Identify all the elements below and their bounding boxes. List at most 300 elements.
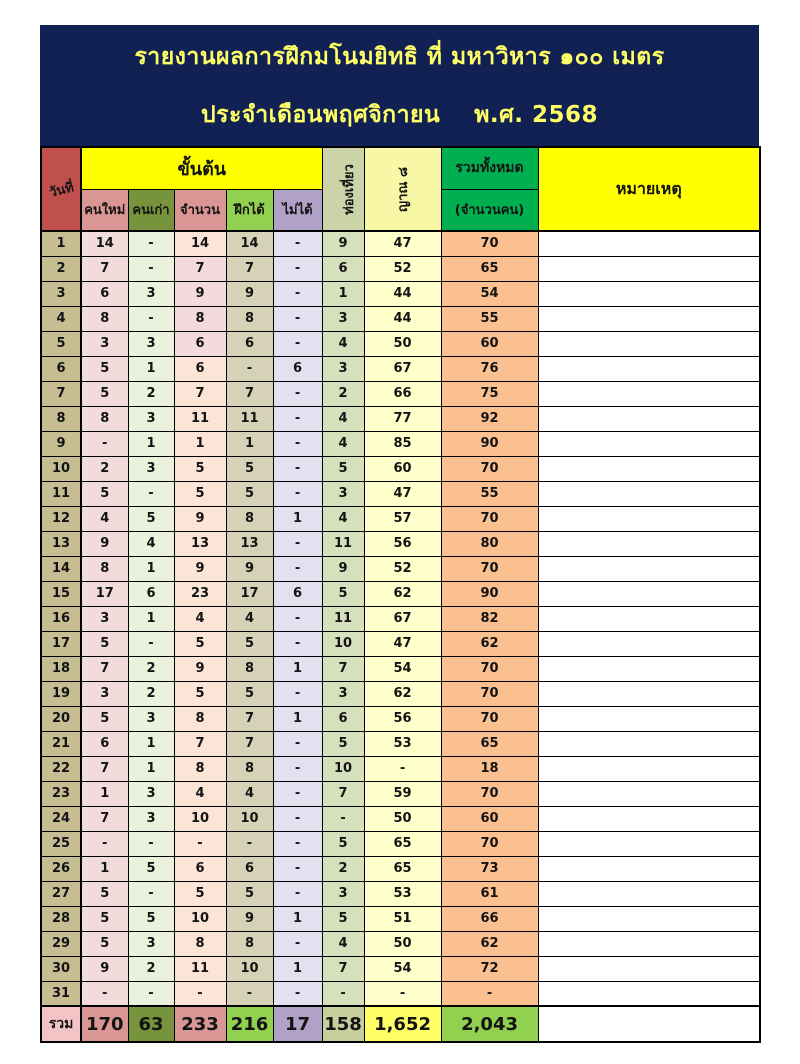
cell-passed: 9 — [226, 281, 273, 306]
cell-old: 1 — [128, 606, 174, 631]
cell-passed: 11 — [226, 406, 273, 431]
total-count: 233 — [174, 1006, 226, 1042]
cell-count: 8 — [174, 706, 226, 731]
cell-count: 7 — [174, 256, 226, 281]
cell-day: 1 — [41, 231, 81, 256]
cell-new: 8 — [81, 306, 128, 331]
cell-day: 23 — [41, 781, 81, 806]
day-row — [41, 906, 760, 931]
cell-yan: 54 — [364, 656, 441, 681]
cell-failed: - — [273, 456, 322, 481]
cell-count: 6 — [174, 356, 226, 381]
cell-travel: 4 — [322, 931, 364, 956]
cell-failed: - — [273, 481, 322, 506]
day-row — [41, 281, 760, 306]
cell-yan: 77 — [364, 406, 441, 431]
cell-new: 5 — [81, 381, 128, 406]
cell-total: 70 — [441, 706, 538, 731]
cell-day: 14 — [41, 556, 81, 581]
cell-count: 7 — [174, 381, 226, 406]
cell-new: 6 — [81, 731, 128, 756]
cell-failed: - — [273, 856, 322, 881]
cell-remark — [538, 506, 760, 531]
cell-total: 70 — [441, 831, 538, 856]
cell-count: 5 — [174, 681, 226, 706]
cell-passed: 5 — [226, 481, 273, 506]
cell-total: 90 — [441, 581, 538, 606]
cell-count: - — [174, 981, 226, 1006]
cell-total: 65 — [441, 731, 538, 756]
cell-remark — [538, 581, 760, 606]
cell-failed: - — [273, 381, 322, 406]
day-row — [41, 456, 760, 481]
cell-remark — [538, 681, 760, 706]
cell-day: 16 — [41, 606, 81, 631]
cell-remark — [538, 381, 760, 406]
cell-travel: 3 — [322, 481, 364, 506]
cell-total: 76 — [441, 356, 538, 381]
cell-total: 54 — [441, 281, 538, 306]
cell-passed: 8 — [226, 931, 273, 956]
cell-total: 70 — [441, 231, 538, 256]
cell-remark — [538, 956, 760, 981]
cell-failed: - — [273, 981, 322, 1006]
total-yan8: 1,652 — [364, 1006, 441, 1042]
day-row — [41, 781, 760, 806]
cell-yan: 44 — [364, 306, 441, 331]
day-row — [41, 706, 760, 731]
cell-new: - — [81, 981, 128, 1006]
day-row — [41, 981, 760, 1006]
cell-new: 5 — [81, 356, 128, 381]
header-day-label: วันที่ — [47, 179, 76, 201]
cell-old: - — [128, 306, 174, 331]
cell-passed: 9 — [226, 556, 273, 581]
cell-yan: 47 — [364, 231, 441, 256]
cell-remark — [538, 231, 760, 256]
cell-failed: - — [273, 606, 322, 631]
cell-count: 23 — [174, 581, 226, 606]
cell-remark — [538, 706, 760, 731]
header-travel-label: ท่องเที่ยว — [341, 163, 357, 215]
cell-count: 5 — [174, 881, 226, 906]
cell-yan: 47 — [364, 631, 441, 656]
cell-travel: 5 — [322, 831, 364, 856]
cell-remark — [538, 306, 760, 331]
cell-old: 3 — [128, 406, 174, 431]
day-row — [41, 381, 760, 406]
cell-count: 14 — [174, 231, 226, 256]
cell-failed: - — [273, 806, 322, 831]
cell-passed: - — [226, 831, 273, 856]
cell-old: 4 — [128, 531, 174, 556]
cell-travel: - — [322, 806, 364, 831]
cell-travel: 9 — [322, 231, 364, 256]
cell-yan: 62 — [364, 581, 441, 606]
cell-travel: 2 — [322, 381, 364, 406]
cell-total: 70 — [441, 506, 538, 531]
cell-count: 5 — [174, 631, 226, 656]
cell-count: 10 — [174, 906, 226, 931]
cell-remark — [538, 656, 760, 681]
cell-passed: 5 — [226, 881, 273, 906]
cell-day: 6 — [41, 356, 81, 381]
cell-yan: 53 — [364, 881, 441, 906]
cell-failed: - — [273, 881, 322, 906]
header-count: จำนวน — [174, 189, 226, 231]
cell-remark — [538, 731, 760, 756]
cell-day: 26 — [41, 856, 81, 881]
cell-old: 1 — [128, 431, 174, 456]
cell-failed: - — [273, 431, 322, 456]
cell-failed: - — [273, 531, 322, 556]
cell-count: 5 — [174, 456, 226, 481]
cell-old: 3 — [128, 781, 174, 806]
cell-count: 1 — [174, 431, 226, 456]
cell-old: 6 — [128, 581, 174, 606]
cell-new: 6 — [81, 281, 128, 306]
cell-new: 5 — [81, 481, 128, 506]
cell-remark — [538, 431, 760, 456]
cell-old: 2 — [128, 656, 174, 681]
cell-failed: - — [273, 306, 322, 331]
cell-passed: 7 — [226, 256, 273, 281]
cell-total: 18 — [441, 756, 538, 781]
cell-total: 75 — [441, 381, 538, 406]
cell-remark — [538, 256, 760, 281]
cell-day: 7 — [41, 381, 81, 406]
cell-day: 9 — [41, 431, 81, 456]
cell-yan: 47 — [364, 481, 441, 506]
cell-day: 15 — [41, 581, 81, 606]
cell-passed: 8 — [226, 506, 273, 531]
cell-new: 7 — [81, 756, 128, 781]
cell-remark — [538, 931, 760, 956]
cell-yan: 56 — [364, 706, 441, 731]
day-row — [41, 806, 760, 831]
cell-old: 1 — [128, 731, 174, 756]
day-row — [41, 256, 760, 281]
cell-passed: 8 — [226, 306, 273, 331]
cell-travel: 3 — [322, 681, 364, 706]
cell-count: 7 — [174, 731, 226, 756]
cell-yan: 56 — [364, 531, 441, 556]
cell-old: 3 — [128, 456, 174, 481]
cell-travel: 9 — [322, 556, 364, 581]
cell-day: 11 — [41, 481, 81, 506]
cell-total: 70 — [441, 456, 538, 481]
cell-failed: - — [273, 781, 322, 806]
cell-total: 70 — [441, 656, 538, 681]
cell-count: 6 — [174, 856, 226, 881]
cell-total: 73 — [441, 856, 538, 881]
cell-failed: - — [273, 756, 322, 781]
cell-old: - — [128, 231, 174, 256]
cell-count: 8 — [174, 756, 226, 781]
cell-new: 1 — [81, 856, 128, 881]
cell-remark — [538, 606, 760, 631]
cell-failed: 1 — [273, 906, 322, 931]
cell-total: 90 — [441, 431, 538, 456]
day-row — [41, 231, 760, 256]
total-label: รวม — [41, 1006, 81, 1042]
cell-day: 21 — [41, 731, 81, 756]
header-yan8 — [364, 147, 441, 231]
cell-count: 9 — [174, 656, 226, 681]
cell-new: 5 — [81, 931, 128, 956]
cell-old: 3 — [128, 931, 174, 956]
cell-yan: 85 — [364, 431, 441, 456]
header-person-count: (จำนวนคน) — [441, 189, 538, 231]
cell-yan: 60 — [364, 456, 441, 481]
total-old: 63 — [128, 1006, 174, 1042]
cell-new: 5 — [81, 706, 128, 731]
cell-travel: 3 — [322, 356, 364, 381]
day-row — [41, 731, 760, 756]
cell-failed: - — [273, 331, 322, 356]
cell-total: 70 — [441, 556, 538, 581]
cell-remark — [538, 281, 760, 306]
cell-day: 27 — [41, 881, 81, 906]
cell-yan: - — [364, 756, 441, 781]
total-new: 170 — [81, 1006, 128, 1042]
cell-remark — [538, 331, 760, 356]
cell-yan: 50 — [364, 931, 441, 956]
cell-total: 55 — [441, 306, 538, 331]
cell-total: - — [441, 981, 538, 1006]
cell-remark — [538, 756, 760, 781]
header-remarks: หมายเหตุ — [538, 147, 760, 231]
cell-passed: 13 — [226, 531, 273, 556]
day-row — [41, 831, 760, 856]
day-row — [41, 431, 760, 456]
total-row — [41, 1006, 760, 1042]
cell-passed: 7 — [226, 381, 273, 406]
cell-failed: 1 — [273, 706, 322, 731]
cell-travel: 6 — [322, 256, 364, 281]
cell-new: 1 — [81, 781, 128, 806]
header-row-1 — [41, 147, 760, 189]
day-row — [41, 956, 760, 981]
cell-travel: 3 — [322, 881, 364, 906]
cell-day: 31 — [41, 981, 81, 1006]
cell-travel: 4 — [322, 331, 364, 356]
cell-travel: - — [322, 981, 364, 1006]
cell-old: 1 — [128, 356, 174, 381]
cell-passed: 8 — [226, 656, 273, 681]
report-title-line1: รายงานผลการฝึกมโนมยิทธิ ที่ มหาวิหาร ๑๐๐ เมตร — [134, 43, 665, 70]
cell-yan: 66 — [364, 381, 441, 406]
cell-day: 12 — [41, 506, 81, 531]
cell-passed: 9 — [226, 906, 273, 931]
report-title-line2: ประจำเดือนพฤศจิกายน พ.ศ. 2568 — [200, 101, 599, 128]
cell-remark — [538, 906, 760, 931]
cell-new: 7 — [81, 656, 128, 681]
cell-old: 5 — [128, 506, 174, 531]
cell-total: 82 — [441, 606, 538, 631]
cell-new: 3 — [81, 331, 128, 356]
cell-remark — [538, 981, 760, 1006]
cell-total: 80 — [441, 531, 538, 556]
cell-yan: 65 — [364, 856, 441, 881]
total-grand: 2,043 — [441, 1006, 538, 1042]
header-trained: ฝึกได้ — [226, 189, 273, 231]
cell-travel: 6 — [322, 706, 364, 731]
cell-failed: - — [273, 556, 322, 581]
cell-day: 24 — [41, 806, 81, 831]
cell-remark — [538, 781, 760, 806]
header-not-trained: ไม่ได้ — [273, 189, 322, 231]
cell-new: - — [81, 831, 128, 856]
total-remark — [538, 1006, 760, 1042]
cell-passed: 8 — [226, 756, 273, 781]
day-row — [41, 356, 760, 381]
cell-day: 17 — [41, 631, 81, 656]
cell-passed: 1 — [226, 431, 273, 456]
cell-failed: - — [273, 256, 322, 281]
cell-travel: 10 — [322, 756, 364, 781]
cell-day: 30 — [41, 956, 81, 981]
day-row — [41, 856, 760, 881]
cell-total: 60 — [441, 806, 538, 831]
cell-count: 11 — [174, 406, 226, 431]
cell-yan: 44 — [364, 281, 441, 306]
cell-passed: 10 — [226, 956, 273, 981]
cell-remark — [538, 531, 760, 556]
cell-total: 62 — [441, 931, 538, 956]
cell-yan: 50 — [364, 331, 441, 356]
cell-new: 9 — [81, 531, 128, 556]
cell-failed: 1 — [273, 656, 322, 681]
cell-total: 72 — [441, 956, 538, 981]
cell-new: 14 — [81, 231, 128, 256]
cell-day: 28 — [41, 906, 81, 931]
cell-new: 17 — [81, 581, 128, 606]
cell-total: 66 — [441, 906, 538, 931]
cell-failed: - — [273, 281, 322, 306]
cell-new: 7 — [81, 256, 128, 281]
cell-remark — [538, 831, 760, 856]
cell-travel: 4 — [322, 506, 364, 531]
cell-remark — [538, 481, 760, 506]
cell-old: 5 — [128, 906, 174, 931]
cell-passed: 7 — [226, 731, 273, 756]
cell-failed: 1 — [273, 506, 322, 531]
cell-yan: 59 — [364, 781, 441, 806]
cell-failed: - — [273, 731, 322, 756]
cell-travel: 5 — [322, 456, 364, 481]
cell-failed: - — [273, 681, 322, 706]
cell-passed: 5 — [226, 681, 273, 706]
cell-yan: 52 — [364, 556, 441, 581]
cell-travel: 7 — [322, 656, 364, 681]
cell-yan: 53 — [364, 731, 441, 756]
cell-count: 9 — [174, 506, 226, 531]
cell-day: 19 — [41, 681, 81, 706]
cell-travel: 3 — [322, 306, 364, 331]
cell-old: 2 — [128, 956, 174, 981]
header-yan8-label: ญาณ ๘ — [396, 166, 412, 212]
cell-passed: 6 — [226, 856, 273, 881]
cell-count: 9 — [174, 281, 226, 306]
cell-count: 6 — [174, 331, 226, 356]
cell-passed: 6 — [226, 331, 273, 356]
day-row — [41, 656, 760, 681]
cell-travel: 7 — [322, 781, 364, 806]
cell-old: 1 — [128, 756, 174, 781]
cell-day: 3 — [41, 281, 81, 306]
cell-total: 65 — [441, 256, 538, 281]
cell-count: 4 — [174, 606, 226, 631]
cell-old: 3 — [128, 806, 174, 831]
cell-failed: - — [273, 406, 322, 431]
cell-total: 55 — [441, 481, 538, 506]
day-row — [41, 681, 760, 706]
cell-passed: 4 — [226, 781, 273, 806]
cell-remark — [538, 881, 760, 906]
day-row — [41, 481, 760, 506]
cell-old: - — [128, 981, 174, 1006]
cell-count: 5 — [174, 481, 226, 506]
cell-new: 2 — [81, 456, 128, 481]
cell-day: 13 — [41, 531, 81, 556]
report-title-banner — [40, 25, 759, 146]
cell-count: 10 — [174, 806, 226, 831]
cell-day: 20 — [41, 706, 81, 731]
cell-yan: - — [364, 981, 441, 1006]
cell-remark — [538, 806, 760, 831]
cell-remark — [538, 456, 760, 481]
cell-day: 25 — [41, 831, 81, 856]
cell-yan: 54 — [364, 956, 441, 981]
cell-day: 5 — [41, 331, 81, 356]
cell-total: 70 — [441, 781, 538, 806]
cell-total: 60 — [441, 331, 538, 356]
cell-old: - — [128, 881, 174, 906]
day-row — [41, 581, 760, 606]
cell-failed: - — [273, 631, 322, 656]
day-row — [41, 506, 760, 531]
cell-old: - — [128, 831, 174, 856]
cell-travel: 1 — [322, 281, 364, 306]
cell-day: 10 — [41, 456, 81, 481]
cell-yan: 57 — [364, 506, 441, 531]
cell-new: 3 — [81, 681, 128, 706]
cell-yan: 52 — [364, 256, 441, 281]
cell-old: - — [128, 631, 174, 656]
cell-travel: 10 — [322, 631, 364, 656]
cell-old: 3 — [128, 331, 174, 356]
day-row — [41, 306, 760, 331]
cell-new: 4 — [81, 506, 128, 531]
cell-count: 8 — [174, 931, 226, 956]
cell-travel: 11 — [322, 531, 364, 556]
cell-travel: 5 — [322, 906, 364, 931]
cell-passed: 10 — [226, 806, 273, 831]
report-table — [40, 146, 761, 1043]
cell-travel: 5 — [322, 731, 364, 756]
day-row — [41, 881, 760, 906]
cell-travel: 4 — [322, 406, 364, 431]
cell-travel: 2 — [322, 856, 364, 881]
cell-yan: 67 — [364, 356, 441, 381]
day-row — [41, 631, 760, 656]
cell-new: 5 — [81, 906, 128, 931]
cell-day: 29 — [41, 931, 81, 956]
day-row — [41, 756, 760, 781]
cell-failed: 6 — [273, 356, 322, 381]
day-row — [41, 331, 760, 356]
